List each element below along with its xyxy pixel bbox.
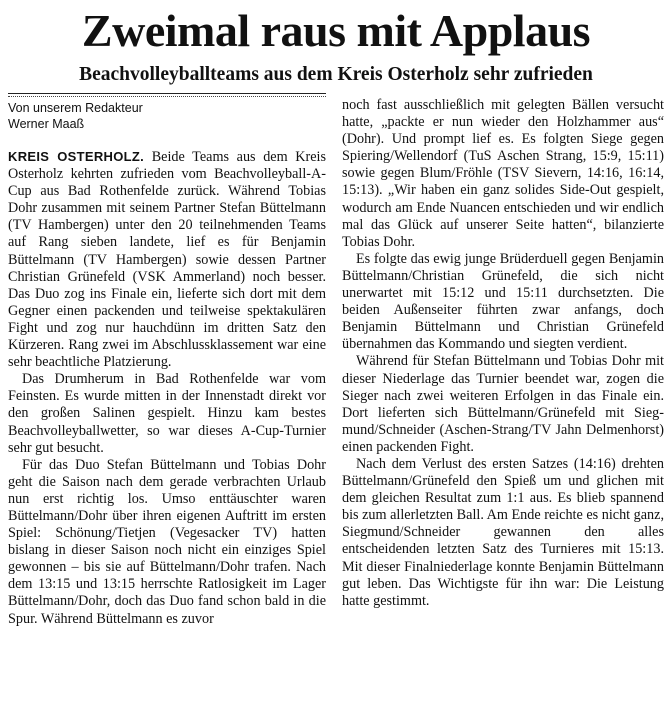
article-column-left (8, 148, 326, 628)
paragraph-1-text: Beide Teams aus dem Kreis Osterholz kehrten zufrieden vom Beachvolleyball-A-Cup aus Bad Rothenfelde zurück. Während Tobias Dohr zusammen mit seinem Partner Stefan Büttelmann (TV Hambergen) unter den 20 teilnehmenden Teams auf Rang sieben landete, lief es für Benjamin Büttelmann (TV Hambergen) sowie dessen Partner Christian Grünefeld (VSK Ammerland) noch besser. Das Duo zog ins Finale ein, lieferte sich dort mit dem Gegner einen packenden und teilweise spektakulären Fight und zog nur hauchdünn im dritten Satz den Kürzeren. Rang zwei im Abschlussklassement war eine sehr beachtliche Platzierung. (8, 149, 327, 371)
paragraph-2: Das Drumherum in Bad Rothenfelde war vom Feinsten. Es wurde mitten in der Innenstadt direkt vor den großen Salinen gespielt. Hinzu kam bestes Beachvolleyballwetter, so war dieses A-Cup-Turnier sehr gut besucht. (8, 371, 326, 456)
paragraph-5: Während für Stefan Büttelmann und Tobias Dohr mit dieser Niederlage das Turnier beendet war, zogen die Sieger nach zwei weiteren Erfolgen in das Finale ein. Dort lieferten sich Büttelmann/Grünefeld mit Siegmund/Schneider (Aschen-Strang/TV Jahn Delmenhorst) einen packenden Fight. (342, 353, 664, 455)
byline-rule (8, 93, 326, 94)
paragraph-1 (8, 148, 326, 371)
byline-role: Von unserem Redakteur (8, 101, 143, 115)
article-column-right (342, 97, 664, 610)
dateline: KREIS OSTERHOLZ. (8, 149, 145, 164)
byline-rule-dotted (8, 96, 326, 97)
paragraph-6: Nach dem Verlust des ersten Satzes (14:16) drehten Büttelmann/Grünefeld den Spieß um und glichen mit dem gleichen Resultat zum 1:1 aus. Es blieb spannend bis zum allerletzten Ball. Am Ende reichte es nicht ganz, Siegmund/Schneider gewannen den alles entscheidenden letzten Satz des Turnieres mit 15:13. Mit dieser Finalniederlage konnte Benjamin Büttelmann gut leben. Das Wichtigste für ihn war: Die Leistung hatte gestimmt. (342, 455, 664, 609)
byline-author: Werner Maaß (8, 117, 85, 131)
subheadline: Beachvolleyballteams aus dem Kreis Osterholz sehr zufrieden (79, 64, 593, 85)
byline (8, 100, 326, 132)
paragraph-3-start: Für das Duo Stefan Büttelmann und Tobias Dohr geht die Saison nach dem gerade verbrachten Urlaub nun erst richtig los. Umso enttäuschter waren Büttelmann/Dohr über ihren eigenen Auftritt im ersten Spiel: Schönung/Tietjen (Vegesacker TV) hatten bislang in dieser Saison noch nicht ein einziges Spiel gewonnen – bis sie auf Büttelmann/Dohr trafen. Nach dem 13:15 und 13:15 herrschte Ratlosigkeit im Lager Büttelmann/Dohr, doch das Duo fand schon bald in die Spur. Während Büttelmann es zuvor (8, 456, 326, 627)
paragraph-4: Es folgte das ewig junge Brüderduell gegen Benjamin Büttelmann/Christian Grünefeld, die sich nicht unerwartet mit 15:12 und 15:11 durchsetzten. Die beiden Außenseiter führten zwar anfangs, doch Benjamin Büttelmann und Christian Grünefeld übernahmen das Kommando und siegten verdient. (342, 250, 664, 353)
paragraph-3-end: noch fast ausschließlich mit gelegten Bällen versucht hatte, „packte er nun wieder den Holzhammer aus“ (Dohr). Und prompt lief es. Es folgten Siege gegen Spiering/Wellendorf (TuS Aschen Strang, 15:9, 15:11) sowie gegen Blum/Fröhle (TSV Sievern, 14:16, 16:14, 15:13). „Wir haben ein ganz solides Side-Out gespielt, wodurch am Ende Nuancen entschieden und wir endlich mal das Glück auf unserer Seite hatten“, bilanzierte Tobias Dohr. (342, 97, 664, 250)
headline: Zweimal raus mit Applaus (81, 5, 591, 56)
